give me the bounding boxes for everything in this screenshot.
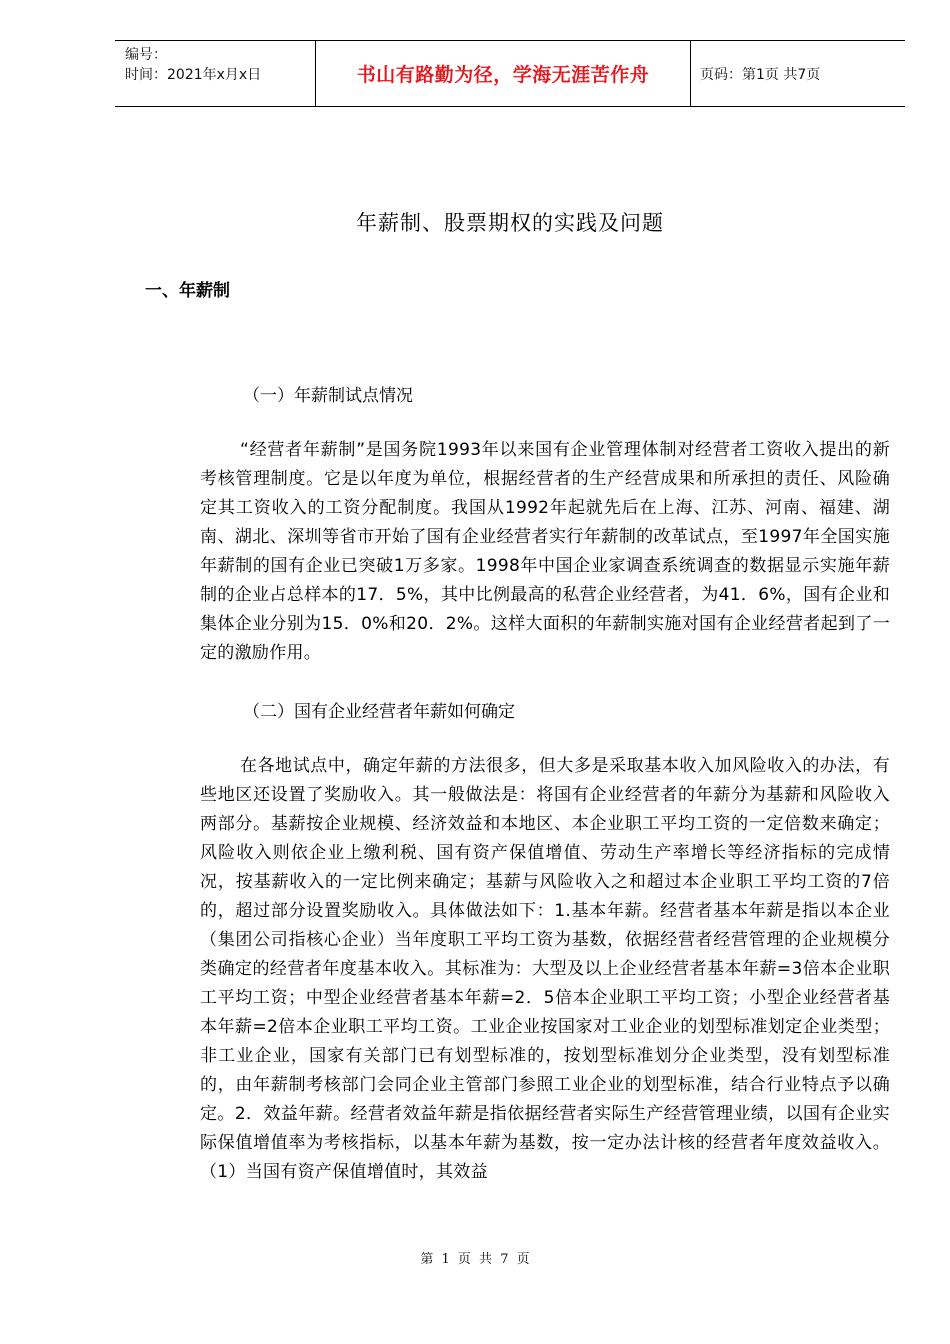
page-header [115,40,905,107]
document-title: 年薪制、股票期权的实践及问题 [356,211,664,235]
header-motto: 书山有路勤为径，学海无涯苦作舟 [356,64,650,86]
page-footer: 第 1 页 共 7 页 [420,1252,530,1267]
subsection-heading-1: （一）年薪制试点情况 [243,386,413,406]
header-page-label: 页码：第1页 共7页 [700,66,821,83]
section-heading: 一、年薪制 [145,281,230,301]
document-number-label: 编号： [125,47,167,63]
header-meta [125,45,261,85]
subsection-heading-2: （二）国有企业经营者年薪如何确定 [243,702,515,722]
paragraph-1: “经营者年薪制”是国务院1993年以来国有企业管理体制对经营者工资收入提出的新考核管理制度。它是以年度为单位，根据经营者的生产经营成果和所承担的责任、风险确定其工资收入的工资分配制度。我国从1992年起就先后在上海、江苏、河南、福建、湖南、湖北、深圳等省市开始了国有企业经营者实行年薪制的改革试点，至1997年全国实施年薪制的国有企业已突破1万多家。1998年中国企业家调查系统调查的数据显示实施年薪制的企业占总样本的17．5%，其中比例最高的私营企业经营者，为41．6%，国有企业和集体企业分别为15．0%和20．2%。这样大面积的年薪制实施对国有企业经营者起到了一定的激励作用。 [200,440,890,663]
header-divider-right [690,41,691,106]
document-time-label: 时间：2021年x月x日 [125,67,262,83]
paragraph-2: 在各地试点中，确定年薪的方法很多，但大多是采取基本收入加风险收入的办法，有些地区还设置了奖励收入。其一般做法是：将国有企业经营者的年薪分为基薪和风险收入两部分。基薪按企业规模、经济效益和本地区、本企业职工平均工资的一定倍数来确定；风险收入则依企业上缴利税、国有资产保值增值、劳动生产率增长等经济指标的完成情况，按基薪收入的一定比例来确定；基薪与风险收入之和超过本企业职工平均工资的7倍的，超过部分设置奖励收入。具体做法如下：1.基本年薪。经营者基本年薪是指以本企业（集团公司指核心企业）当年度职工平均工资为基数，依据经营者经营管理的企业规模分类确定的经营者年度基本收入。其标准为：大型及以上企业经营者基本年薪=3倍本企业职工平均工资；中型企业经营者基本年薪=2．5倍本企业职工平均工资；小型企业经营者基本年薪=2倍本企业职工平均工资。工业企业按国家对工业企业的划型标准划定企业类型；非工业企业，国家有关部门已有划型标准的，按划型标准划分企业类型，没有划型标准的，由年薪制考核部门会同企业主管部门参照工业企业的划型标准，结合行业特点予以确定。2．效益年薪。经营者效益年薪是指依据经营者实际生产经营管理业绩，以国有企业实际保值增值率为考核指标，以基本年薪为基数，按一定办法计核的经营者年度效益收入。（1）当国有资产保值增值时，其效益 [200,756,890,1182]
